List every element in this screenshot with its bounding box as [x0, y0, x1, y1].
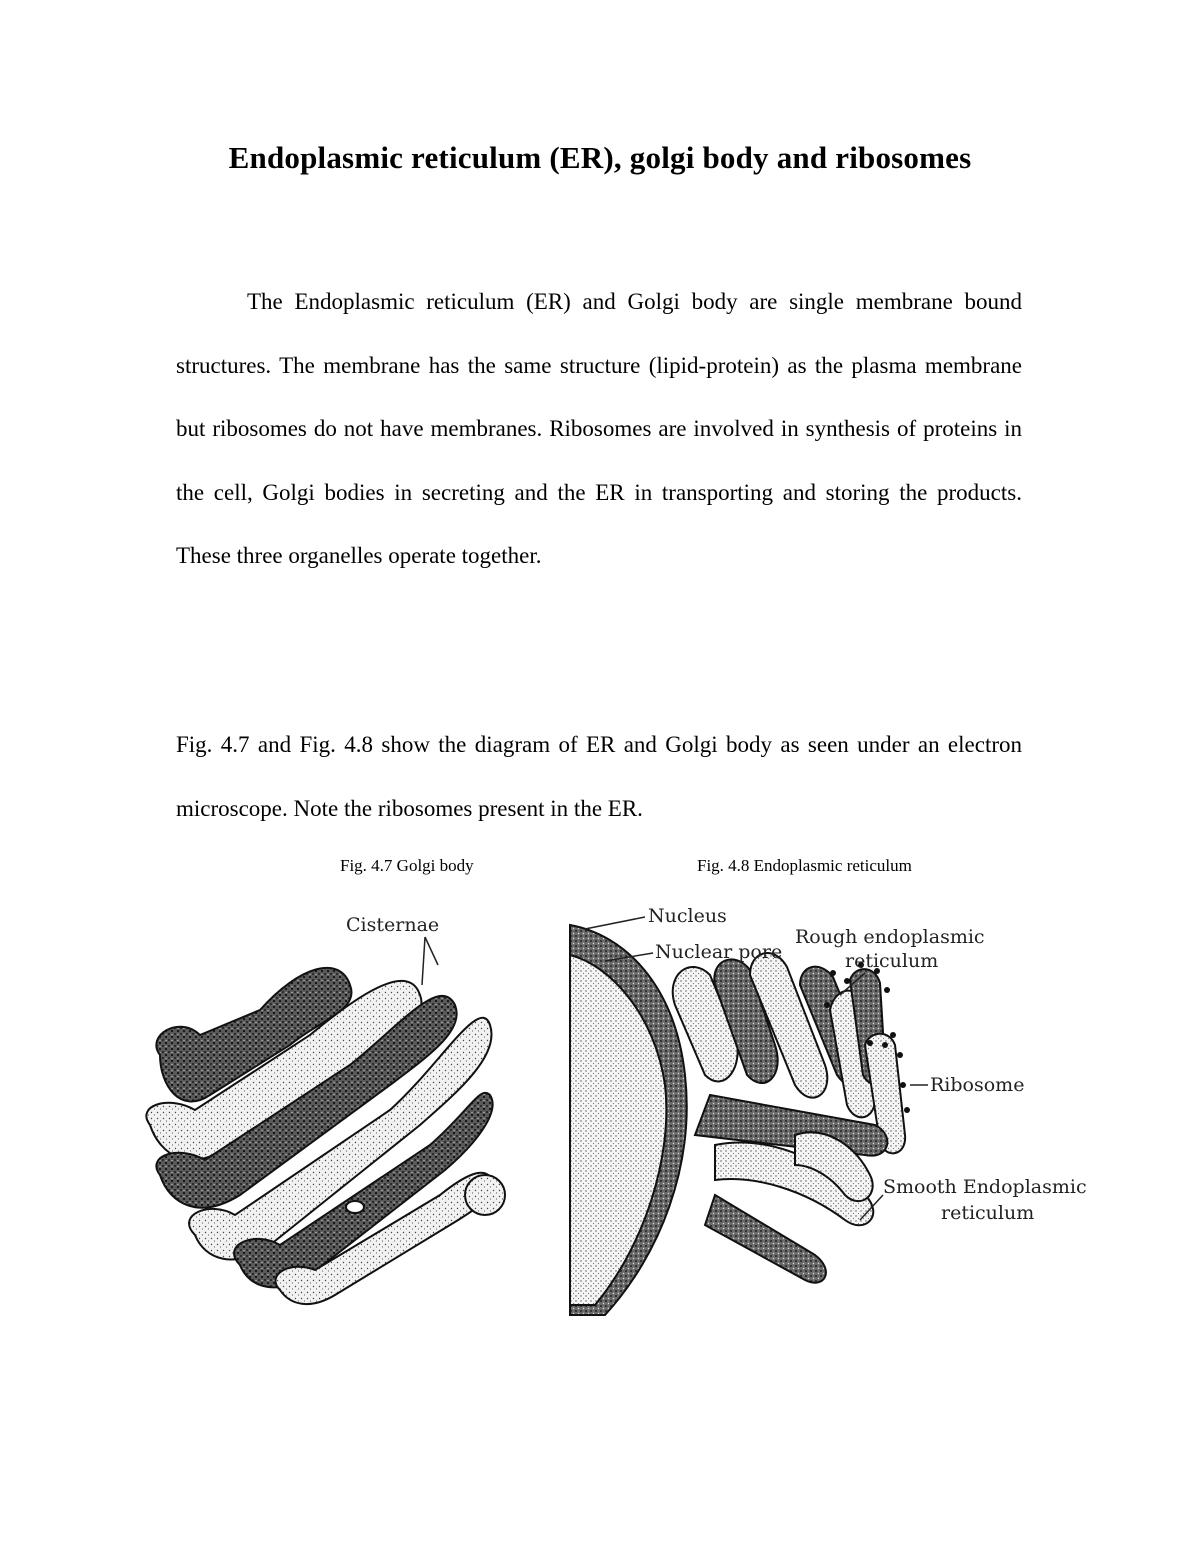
nucleus-shape	[570, 925, 687, 1315]
golgi-body-diagram	[120, 895, 540, 1315]
smooth-er-label-line-1: Smooth Endoplasmic	[883, 1176, 1087, 1198]
page-title: Endoplasmic reticulum (ER), golgi body and ribosomes	[228, 140, 972, 175]
figure-reference-paragraph: Fig. 4.7 and Fig. 4.8 show the diagram of ER and Golgi body as seen under an electron microscope. Note the ribosomes present in the ER.	[176, 732, 1022, 821]
rough-er-label-line-2: reticulum	[845, 950, 939, 972]
cisternae-label: Cisternae	[346, 914, 440, 936]
nuclear-pore-label: Nuclear pore	[655, 941, 783, 963]
endoplasmic-reticulum-diagram	[565, 895, 1095, 1315]
smooth-er-label-line-2: reticulum	[941, 1202, 1035, 1224]
figure-4-8-caption: Fig. 4.8 Endoplasmic reticulum	[697, 856, 912, 875]
golgi-cisternae	[146, 968, 505, 1304]
er-membranes	[673, 953, 905, 1283]
ribosome-label: Ribosome	[930, 1074, 1025, 1096]
intro-paragraph: The Endoplasmic reticulum (ER) and Golgi body are single membrane bound structures. The membrane has the same structure (lipid-protein) as the plasma membrane but ribosomes do not have membranes. Ribosomes are involved in synthesis of proteins in the cell, Golgi bodies in secreting and the ER in transporting and storing the products. These three organelles operate together.	[176, 289, 1022, 568]
nucleus-label: Nucleus	[648, 905, 727, 927]
figure-4-7-caption: Fig. 4.7 Golgi body	[340, 856, 474, 875]
rough-er-label-line-1: Rough endoplasmic	[795, 926, 985, 948]
